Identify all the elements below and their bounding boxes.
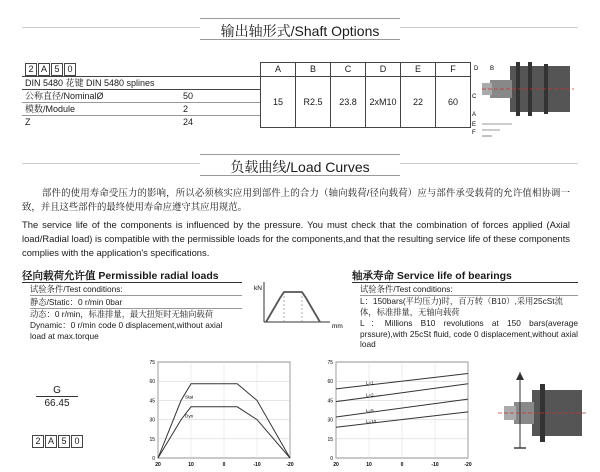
dim-label: F — [472, 130, 476, 136]
dim-value: R2.5 — [296, 76, 331, 128]
radial-static: 静态/Static：0 r/min 0bar — [30, 297, 123, 307]
radial-load-chart — [140, 356, 298, 470]
spec-row — [22, 103, 260, 116]
load-arrow — [516, 372, 524, 380]
icon-x-label: mm — [332, 323, 343, 330]
y-tick-label: 45 — [327, 398, 333, 405]
dim-label: B — [490, 66, 495, 72]
bearing-cond-label: 试验条件/Test conditions: — [360, 284, 453, 294]
col-header: B — [296, 63, 331, 77]
y-tick-label: 30 — [149, 417, 155, 424]
load-header — [0, 150, 600, 176]
y-tick-label: 60 — [149, 379, 155, 386]
spec-rows — [22, 76, 261, 128]
col-header: E — [401, 63, 436, 77]
shaft-drawing — [470, 58, 582, 138]
x-tick-label: -20 — [286, 462, 294, 468]
series-label: Stat — [185, 394, 194, 400]
g-rule — [36, 396, 78, 397]
x-tick-label: 20 — [155, 462, 161, 468]
col-header: D — [366, 63, 401, 77]
spec-row — [22, 116, 260, 128]
code-box: 5 — [58, 435, 70, 448]
spec-value: 24 — [183, 116, 194, 127]
code-box: 0 — [71, 435, 83, 448]
radial-subrule — [30, 295, 242, 296]
spec-value: 50 — [183, 90, 194, 101]
code-boxes — [32, 431, 84, 449]
y-tick-label: 75 — [149, 360, 155, 366]
x-tick-label: 20 — [333, 462, 339, 468]
series-label: L=10 — [366, 418, 377, 424]
shaft-header — [0, 14, 600, 40]
bearing-text-cn: L：150bars(平均压力)时，百万转（B10）,采用25cSt流体，标准排量，无轴向载荷 — [360, 296, 563, 317]
radial-rule — [22, 282, 242, 283]
bearing-life-chart — [318, 356, 476, 470]
y-tick-label: 30 — [327, 417, 333, 424]
dim-value: 15 — [261, 76, 296, 128]
col-header: A — [261, 63, 296, 77]
code-box: 5 — [51, 63, 63, 76]
y-tick-label: 15 — [149, 436, 155, 443]
load-title: 负载曲线/Load Curves — [230, 159, 370, 175]
code-box: 2 — [25, 63, 37, 76]
radial-title: 径向载荷允许值 Permissible radial loads — [22, 270, 219, 282]
spline-label: DIN 5480 花键 DIN 5480 splines — [22, 77, 260, 90]
y-tick-label: 60 — [327, 379, 333, 386]
radial-dynamic-en: Dynamic：0 r/min code 0 displacement,without axial load at max.torque — [30, 320, 223, 341]
col-header: C — [331, 63, 366, 77]
bearing-text-en: L：Millions B10 revolutions at 150 bars(average prssure),with 25cSt fluid, code 0 displacement,without axial load — [360, 318, 578, 349]
load-paragraph-en: The service life of the components is influenced by the pressure. You must check that the combination of forces applied (Axial load/Radial load) is compatible with the permissible loads for the components,and that the resulting service life of these components complies with the application's specifications. — [22, 219, 570, 258]
series-label: L=1 — [366, 380, 374, 386]
icon-y-label: kN — [254, 285, 262, 292]
series-label: Dyn — [185, 413, 194, 419]
code-box: A — [45, 435, 57, 448]
g-label: G — [53, 385, 61, 396]
spec-label: 公称直径/NominalØ — [25, 90, 104, 101]
y-tick-label: 75 — [327, 360, 333, 366]
g-value: 66.45 — [44, 398, 70, 409]
spec-label: 模数/Module — [25, 103, 76, 114]
dim-value: 23.8 — [331, 76, 366, 128]
dim-value: 2xM10 — [366, 76, 401, 128]
y-tick-label: 45 — [149, 398, 155, 405]
y-tick-label: 0 — [152, 456, 155, 462]
motor-load-diagram — [488, 368, 588, 468]
col-header: F — [436, 63, 471, 77]
code-cell — [22, 63, 261, 77]
code-box: A — [38, 63, 50, 76]
radial-cond-label: 试验条件/Test conditions: — [30, 284, 123, 294]
dim-label: E — [472, 122, 477, 128]
dim-label: C — [472, 94, 477, 100]
x-tick-label: 0 — [222, 462, 226, 468]
spec-label: Z — [25, 116, 31, 127]
radial-icon — [252, 278, 344, 332]
shaft-title: 输出轴形式/Shaft Options — [220, 23, 380, 39]
series-label: L=2 — [366, 392, 374, 398]
load-paragraph-cn: 部件的使用寿命受压力的影响，所以必须核实应用到部件上的合力（轴向载荷/径向载荷）应与部件承受载荷的允许值相协调一致，并且这些部件的最终使用寿命应遵守其应用规范。 — [22, 187, 570, 212]
x-tick-label: -20 — [464, 462, 472, 468]
x-tick-label: -10 — [431, 462, 439, 468]
dim-label: A — [472, 112, 477, 118]
dim-value: 22 — [401, 76, 436, 128]
bearing-title: 轴承寿命 Service life of bearings — [352, 270, 512, 282]
radial-dynamic-cn: 动态：0 r/min，标准排量，最大扭矩时无轴向载荷 — [30, 309, 213, 319]
y-tick-label: 0 — [330, 456, 333, 462]
x-tick-label: 10 — [366, 462, 372, 468]
dim-label: D — [474, 66, 479, 72]
shaft-spec-table — [22, 62, 471, 128]
code-box: 0 — [64, 63, 76, 76]
spec-row — [22, 90, 260, 103]
dim-value: 60 — [436, 76, 471, 128]
icon-curve — [266, 292, 320, 322]
series-label: L=5 — [366, 408, 374, 414]
motor-body — [532, 390, 582, 436]
spec-value: 2 — [183, 103, 189, 114]
y-tick-label: 15 — [327, 436, 333, 443]
code-box: 2 — [32, 435, 44, 448]
x-tick-label: 10 — [188, 462, 194, 468]
bearing-rule — [352, 282, 578, 283]
x-tick-label: 0 — [400, 462, 404, 468]
x-tick-label: -10 — [253, 462, 261, 468]
